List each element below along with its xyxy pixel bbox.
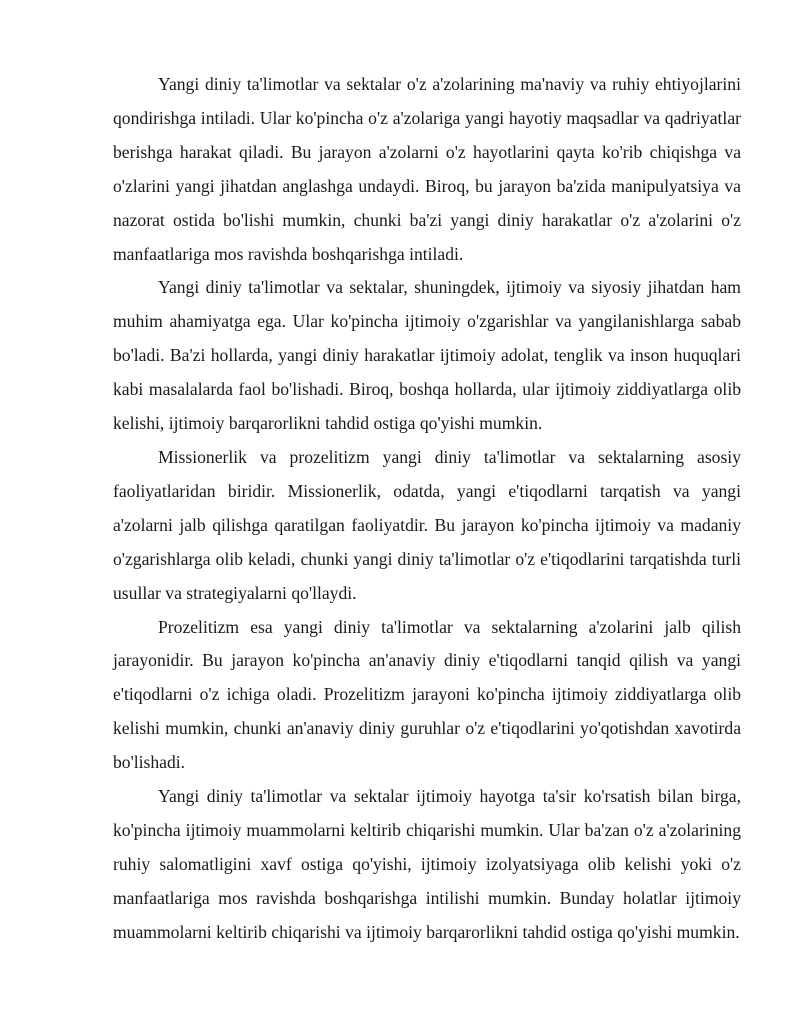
paragraph-5: Yangi diniy ta'limotlar va sektalar ijtimoiy hayotga ta'sir ko'rsatish bilan birga, ko'pincha ijtimoiy muammolarni keltirib chiqarishi mumkin. Ular ba'zan o'z a'zolarining ruhiy salomatligini xavf ostiga qo'yishi, ijtimoiy izolyatsiyaga olib kelishi yoki o'z manfaatlariga mos ravishda boshqarishga intilishi mumkin. Bunday holatlar ijtimoiy muammolarni keltirib chiqarishi va ijtimoiy barqarorlikni tahdid ostiga qo'yishi mumkin. bbox=[113, 786, 741, 942]
paragraph-1: Yangi diniy ta'limotlar va sektalar o'z a'zolarining ma'naviy va ruhiy ehtiyojlarini qondirishga intiladi. Ular ko'pincha o'z a'zolariga yangi hayotiy maqsadlar va qadriyatlar berishga harakat qiladi. Bu jarayon a'zolarni o'z hayotlarini qayta ko'rib chiqishga va o'zlarini yangi jihatdan anglashga undaydi. Biroq, bu jarayon ba'zida manipulyatsiya va nazorat ostida bo'lishi mumkin, chunki ba'zi yangi diniy harakatlar o'z a'zolarini o'z manfaatlariga mos ravishda boshqarishga intiladi. bbox=[113, 74, 741, 264]
paragraph-3: Missionerlik va prozelitizm yangi diniy ta'limotlar va sektalarning asosiy faoliyatlaridan biridir. Missionerlik, odatda, yangi e'tiqodlarni tarqatish va yangi a'zolarni jalb qilishga qaratilgan faoliyatdir. Bu jarayon ko'pincha ijtimoiy va madaniy o'zgarishlarga olib keladi, chunki yangi diniy ta'limotlar o'z e'tiqodlarini tarqatishda turli usullar va strategiyalarni qo'llaydi. bbox=[113, 446, 741, 603]
paragraph-4: Prozelitizm esa yangi diniy ta'limotlar va sektalarning a'zolarini jalb qilish jarayonidir. Bu jarayon ko'pincha an'anaviy diniy e'tiqodlarni tanqid qilish va yangi e'tiqodlarni o'z ichiga oladi. Prozelitizm jarayoni ko'pincha ijtimoiy ziddiyatlarga olib kelishi mumkin, chunki an'anaviy diniy guruhlar o'z e'tiqodlarini yo'qotishdan xavotirda bo'lishadi. bbox=[113, 616, 741, 773]
paragraph-2: Yangi diniy ta'limotlar va sektalar, shuningdek, ijtimoiy va siyosiy jihatdan ham muhim ahamiyatga ega. Ular ko'pincha ijtimoiy o'zgarishlar va yangilanishlarga sabab bo'ladi. Ba'zi hollarda, yangi diniy harakatlar ijtimoiy adolat, tenglik va inson huquqlari kabi masalalarda faol bo'lishadi. Biroq, boshqa hollarda, ular ijtimoiy ziddiyatlarga olib kelishi, ijtimoiy barqarorlikni tahdid ostiga qo'yishi mumkin. bbox=[113, 277, 741, 434]
document-page bbox=[113, 68, 741, 950]
